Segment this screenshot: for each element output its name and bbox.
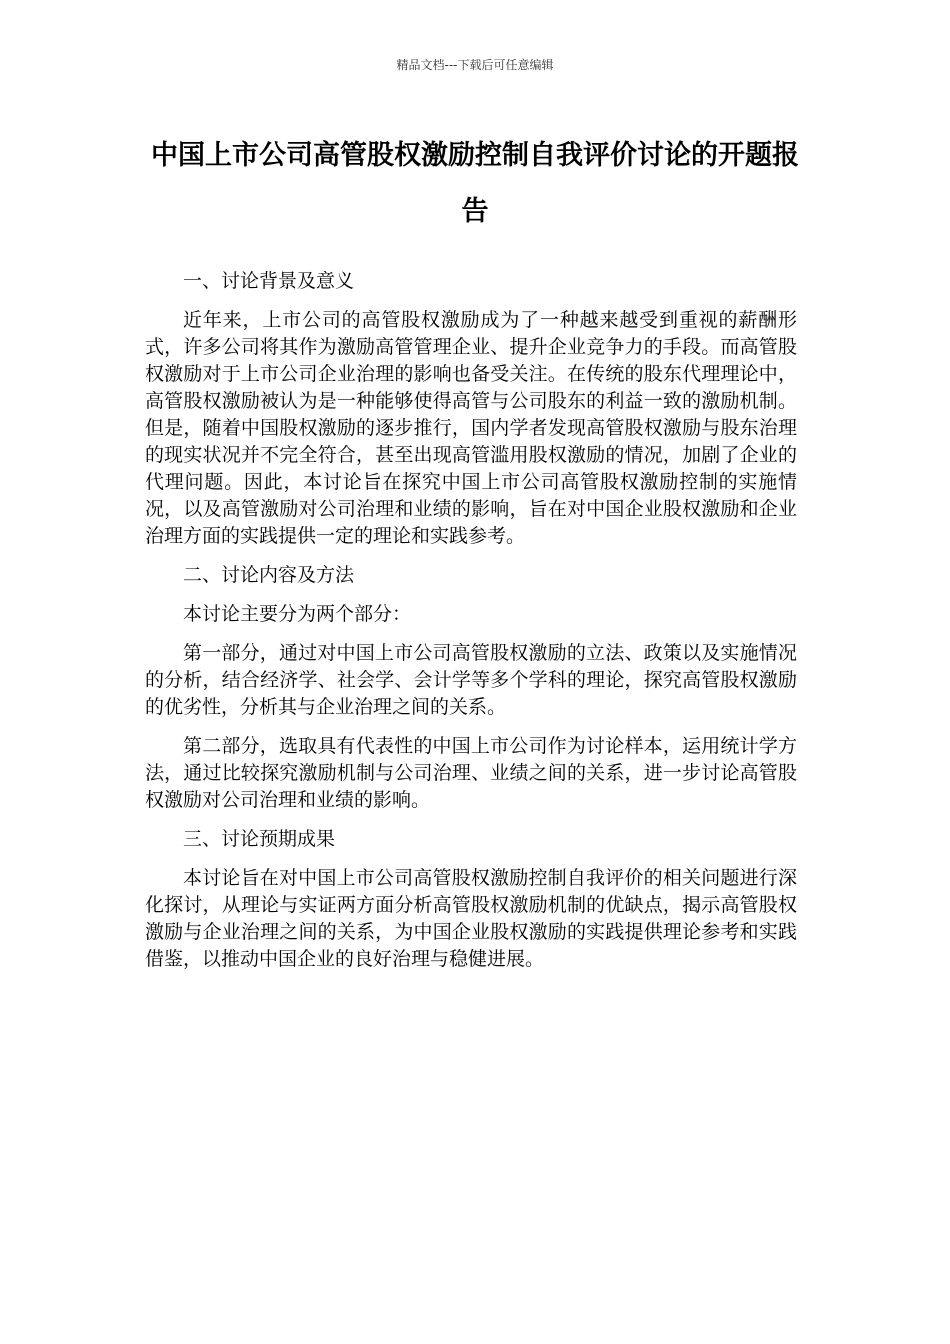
section-heading-content-method: 二、讨论内容及方法	[183, 564, 355, 586]
section-heading-background: 一、讨论背景及意义	[183, 270, 355, 292]
paragraph-content-intro: 本讨论主要分为两个部分：	[183, 603, 412, 625]
page-header-note: 精品文档---下载后可任意编辑	[396, 58, 554, 72]
paragraph-expected-results: 本讨论旨在对中国上市公司高管股权激励控制自我评价的相关问题进行深化探讨，从理论与实证两方面分析高管股权激励机制的优缺点，揭示高管股权激励与企业治理之间的关系，为中国企业股权激励的实践提供理论参考和实践借鉴，以推动中国企业的良好治理与稳健进展。	[145, 867, 797, 970]
paragraph-part-one: 第一部分，通过对中国上市公司高管股权激励的立法、政策以及实施情况的分析，结合经济学、社会学、会计学等多个学科的理论，探究高管股权激励的优劣性，分析其与企业治理之间的关系。	[145, 642, 797, 718]
document-body	[145, 268, 797, 985]
paragraph-background: 近年来，上市公司的高管股权激励成为了一种越来越受到重视的薪酬形式，许多公司将其作为激励高管管理企业、提升企业竞争力的手段。而高管股权激励对于上市公司企业治理的影响也备受关注。在传统的股东代理理论中，高管股权激励被认为是一种能够使得高管与公司股东的利益一致的激励机制。但是，随着中国股权激励的逐步推行，国内学者发现高管股权激励与股东治理的现实状况并不完全符合，甚至出现高管滥用股权激励的情况，加剧了企业的代理问题。因此，本讨论旨在探究中国上市公司高管股权激励控制的实施情况，以及高管激励对公司治理和业绩的影响，旨在对中国企业股权激励和企业治理方面的实践提供一定的理论和实践参考。	[145, 309, 797, 547]
section-heading-expected-results: 三、讨论预期成果	[183, 828, 336, 850]
document-title: 中国上市公司高管股权激励控制自我评价讨论的开题报告	[151, 140, 799, 227]
paragraph-part-two: 第二部分，选取具有代表性的中国上市公司作为讨论样本，运用统计学方法，通过比较探究激励机制与公司治理、业绩之间的关系，进一步讨论高管股权激励对公司治理和业绩的影响。	[145, 735, 797, 811]
